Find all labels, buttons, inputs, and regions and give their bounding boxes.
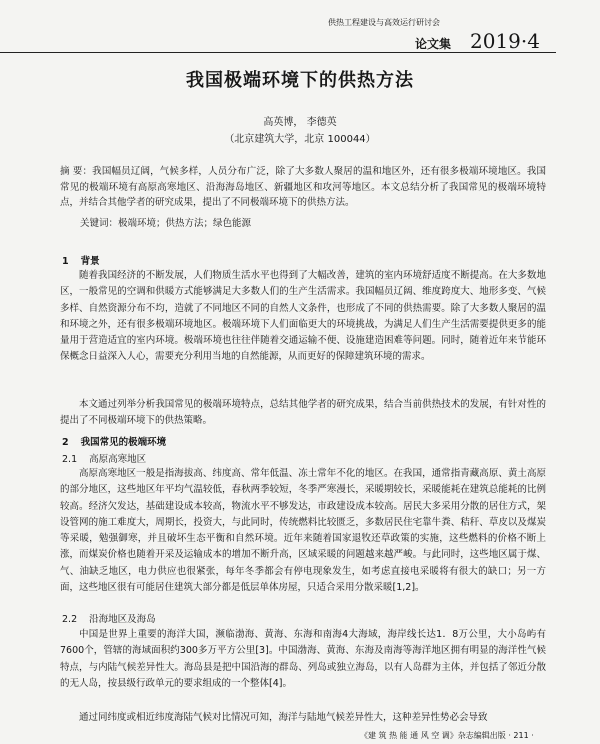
paragraph: 高原高寒地区一般是指海拔高、纬度高、常年低温、冻土常年不化的地区。在我国，通常指青藏高原、黄土高原的部分地区，这些地区年平均气温较低，春秋两季较短，冬季严寒漫长，采暖期较长，采暖能耗在建筑总能耗的比例较高。经济欠发达，基础建设成本较高，物流水平不够发达，市政建设成本较高。居民大多采用分散的居住方式，架设管网的施工难度大，周期长，投资大，与此同时，传统燃料比较匮乏，多数居民住宅靠牛粪、秸秆、草皮以及煤炭等采暖，勉强御寒，并且破坏生态平衡和自然环境。近年来随着国家退牧还草政策的实施，这些燃料的价格不断上涨，而煤炭价格也随着开采及运输成本的增加不断升高，区域采暖的问题越来越严峻。与此同时，这些地区属于煤、气、油缺乏地区，电力供应也很紧张，每年冬季都会有停电现象发生，如考虑直接电采暖将有很大的缺口；另一方面，这些地区很有可能居住建筑大部分都是低层单体房屋，只适合采用分散采暖[1,2]。 — [60, 468, 546, 594]
paragraph: 中国是世界上重要的海洋大国，濒临渤海、黄海、东海和南海4大海域，海岸线长达1．8万公里，大小岛屿有7600个，管辖的海域面积约300多万平方公里[3]。中国渤海、黄海、东海及南海等海洋地区拥有明显的海洋性气候特点，与内陆气候差异性大。海岛县是把中国沿海的群岛、列岛或独立海岛，以有人岛群为主体，并包括了邻近分散的无人岛，按县级行政单元的要求组成的一个整体[4]。 — [60, 629, 546, 689]
header-type: 论文集 — [415, 37, 452, 51]
header-rule — [0, 52, 556, 53]
section-title: 我国常见的极端环境 — [80, 437, 167, 448]
keywords — [80, 215, 550, 229]
section-number: 2.2 — [62, 614, 78, 625]
authors: 高英博， 李德英 — [263, 117, 337, 128]
section-number: 2 — [62, 437, 69, 448]
header-year: 2019·4 — [470, 29, 540, 53]
paragraph: 通过同纬度或相近纬度海陆气候对比情况可知，海洋与陆地气候差异性大，这种差异性势必会导致 — [79, 712, 488, 723]
keywords-label: 关键词： — [80, 218, 119, 229]
abstract-text: 我国幅员辽阔，气候多样，人员分布广泛，除了大多数人聚居的温和地区外，还有很多极端环境地区。我国常见的极端环境有高原高寒地区、沿海海岛地区、新疆地区和攻河等地区。本文总结分析了我国常见的极端环境特点，并结合其他学者的研究成果，提出了不同极端环境下的供热方法。 — [60, 166, 546, 209]
section-1-heading — [62, 253, 100, 267]
section-2-2-heading — [62, 611, 156, 625]
header-series: 供热工程建设与高效运行研讨会 — [328, 18, 440, 27]
keywords-text: 极端环境；供热方法；绿色能源 — [118, 218, 252, 229]
section-title: 高原高寒地区 — [89, 454, 147, 465]
section-number: 1 — [62, 256, 69, 267]
section-2-heading — [62, 434, 166, 448]
section-2-1-heading — [62, 451, 146, 465]
section-title: 沿海地区及海岛 — [89, 614, 156, 625]
paragraph: 本文通过列举分析我国常见的极端环境特点，总结其他学者的研究成果，结合当前供热技术的发展，有针对性的提出了不同极端环境下的供热策略。 — [60, 399, 546, 427]
page-footer: 《建 筑 热 能 通 风 空 调》杂志编辑出版 · 211 · — [360, 731, 534, 740]
abstract-label: 摘 要： — [60, 166, 93, 177]
section-number: 2.1 — [62, 454, 78, 465]
affiliation: （北京建筑大学，北京 100044） — [224, 134, 376, 145]
abstract — [60, 164, 546, 211]
paragraph: 随着我国经济的不断发展，人们物质生活水平也得到了大幅改善，建筑的室内环境舒适度不断提高。在大多数地区，一般常见的空调和供暖方式能够满足大多数人们的生产生活需求。我国幅员辽阔、维度跨度大、地形多变、气候多样、自然资源分布不均，造就了不同地区不同的自然人文条件，也形成了不同的供热需要。除了大多数人聚居的温和环境之外，还有很多极端环境地区。极端环境下人们面临更大的环境挑战，为满足人们生产生活需要提供更多的能量用于营造适宜的室内环境。极端环境也往往伴随着交通运输不便、设施建造困难等问题。同时，随着近年来节能环保概念日益深入人心，需要充分利用当地的自然能源，从而更好的保障建筑环境的需求。 — [60, 270, 546, 363]
paper-title: 我国极端环境下的供热方法 — [186, 70, 414, 91]
section-title: 背景 — [80, 256, 100, 267]
